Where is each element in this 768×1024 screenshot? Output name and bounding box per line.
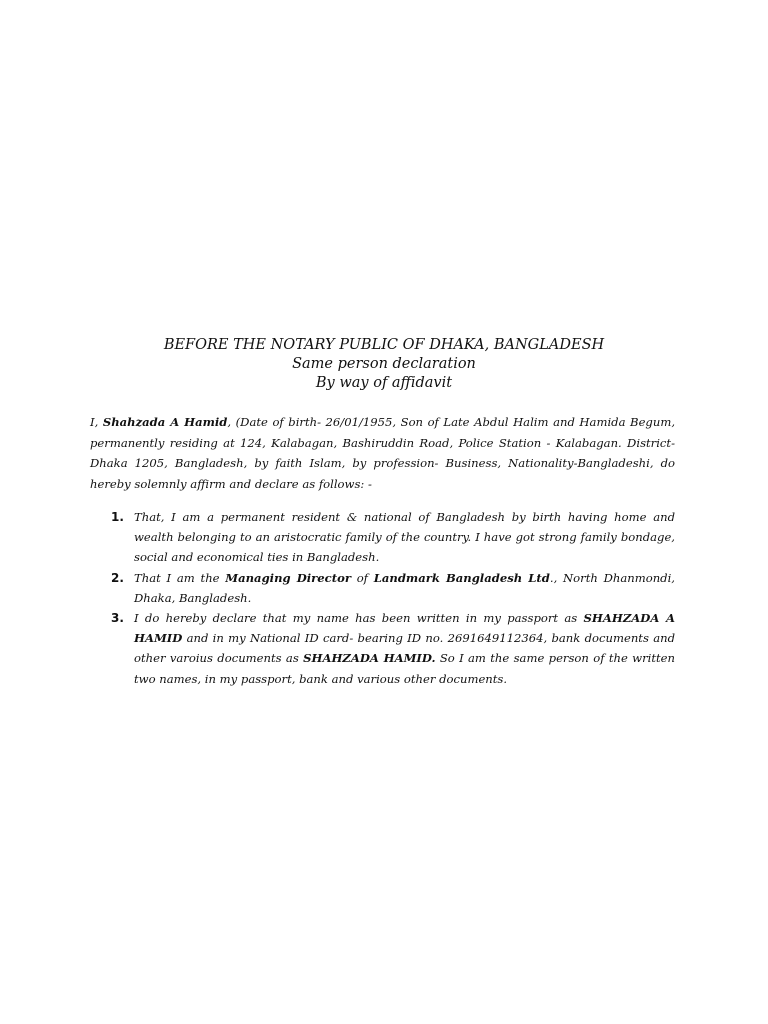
item-text-part: and in my National ID card- bearing ID no. 2691649112364, bank documents and other varoius documents as: [134, 631, 675, 666]
intro-paragraph: [90, 412, 675, 494]
declarant-name: Shahzada A Hamid: [102, 415, 228, 429]
document-name: SHAHZADA HAMID.: [303, 651, 436, 666]
passport-name: SHAHZADA A HAMID: [134, 611, 675, 646]
job-title: Managing Director: [225, 570, 351, 585]
intro-prefix: I,: [90, 415, 103, 429]
heading-affidavit-line: By way of affidavit: [315, 375, 453, 391]
item-number: 3.: [111, 611, 124, 626]
item-number: 2.: [111, 570, 124, 585]
company-name: Landmark Bangladesh Ltd: [373, 570, 550, 585]
declaration-item-1: [108, 507, 675, 568]
item-text: That, I am a permanent resident & national of Bangladesh by birth having home and wealth belonging to an aristocratic family of the country. I have got strong family bondage, social and economical ties in Bangladesh.: [134, 510, 675, 565]
heading-subtitle: Same person declaration: [292, 356, 476, 372]
item-text-part: That I am the: [134, 570, 226, 585]
item-number: 1.: [111, 510, 124, 524]
item-text-part: ., North Dhanmondi, Dhaka, Bangladesh.: [134, 570, 675, 605]
document-heading: [84, 336, 684, 393]
declaration-item-3: [108, 608, 675, 689]
declaration-list: [108, 507, 675, 689]
item-text-part: of: [350, 570, 374, 585]
intro-details: , (Date of birth- 26/01/1955, Son of Late Abdul Halim and Hamida Begum, permanently residing at 124, Kalabagan, Bashiruddin Road, Police Station - Kalabagan. District-Dhaka 1205, Bangladesh, by faith Islam, by profession- Business, Nationality-Bangladeshi, do hereby solemnly affirm and declare as follows: -: [90, 415, 676, 491]
declaration-item-2: [108, 568, 675, 608]
heading-title: BEFORE THE NOTARY PUBLIC OF DHAKA, BANGLADESH: [163, 337, 605, 353]
item-text-part: I do hereby declare that my name has been written in my passport as: [134, 611, 584, 626]
item-text-part: So I am the same person of the written two names, in my passport, bank and various other documents.: [134, 651, 675, 686]
